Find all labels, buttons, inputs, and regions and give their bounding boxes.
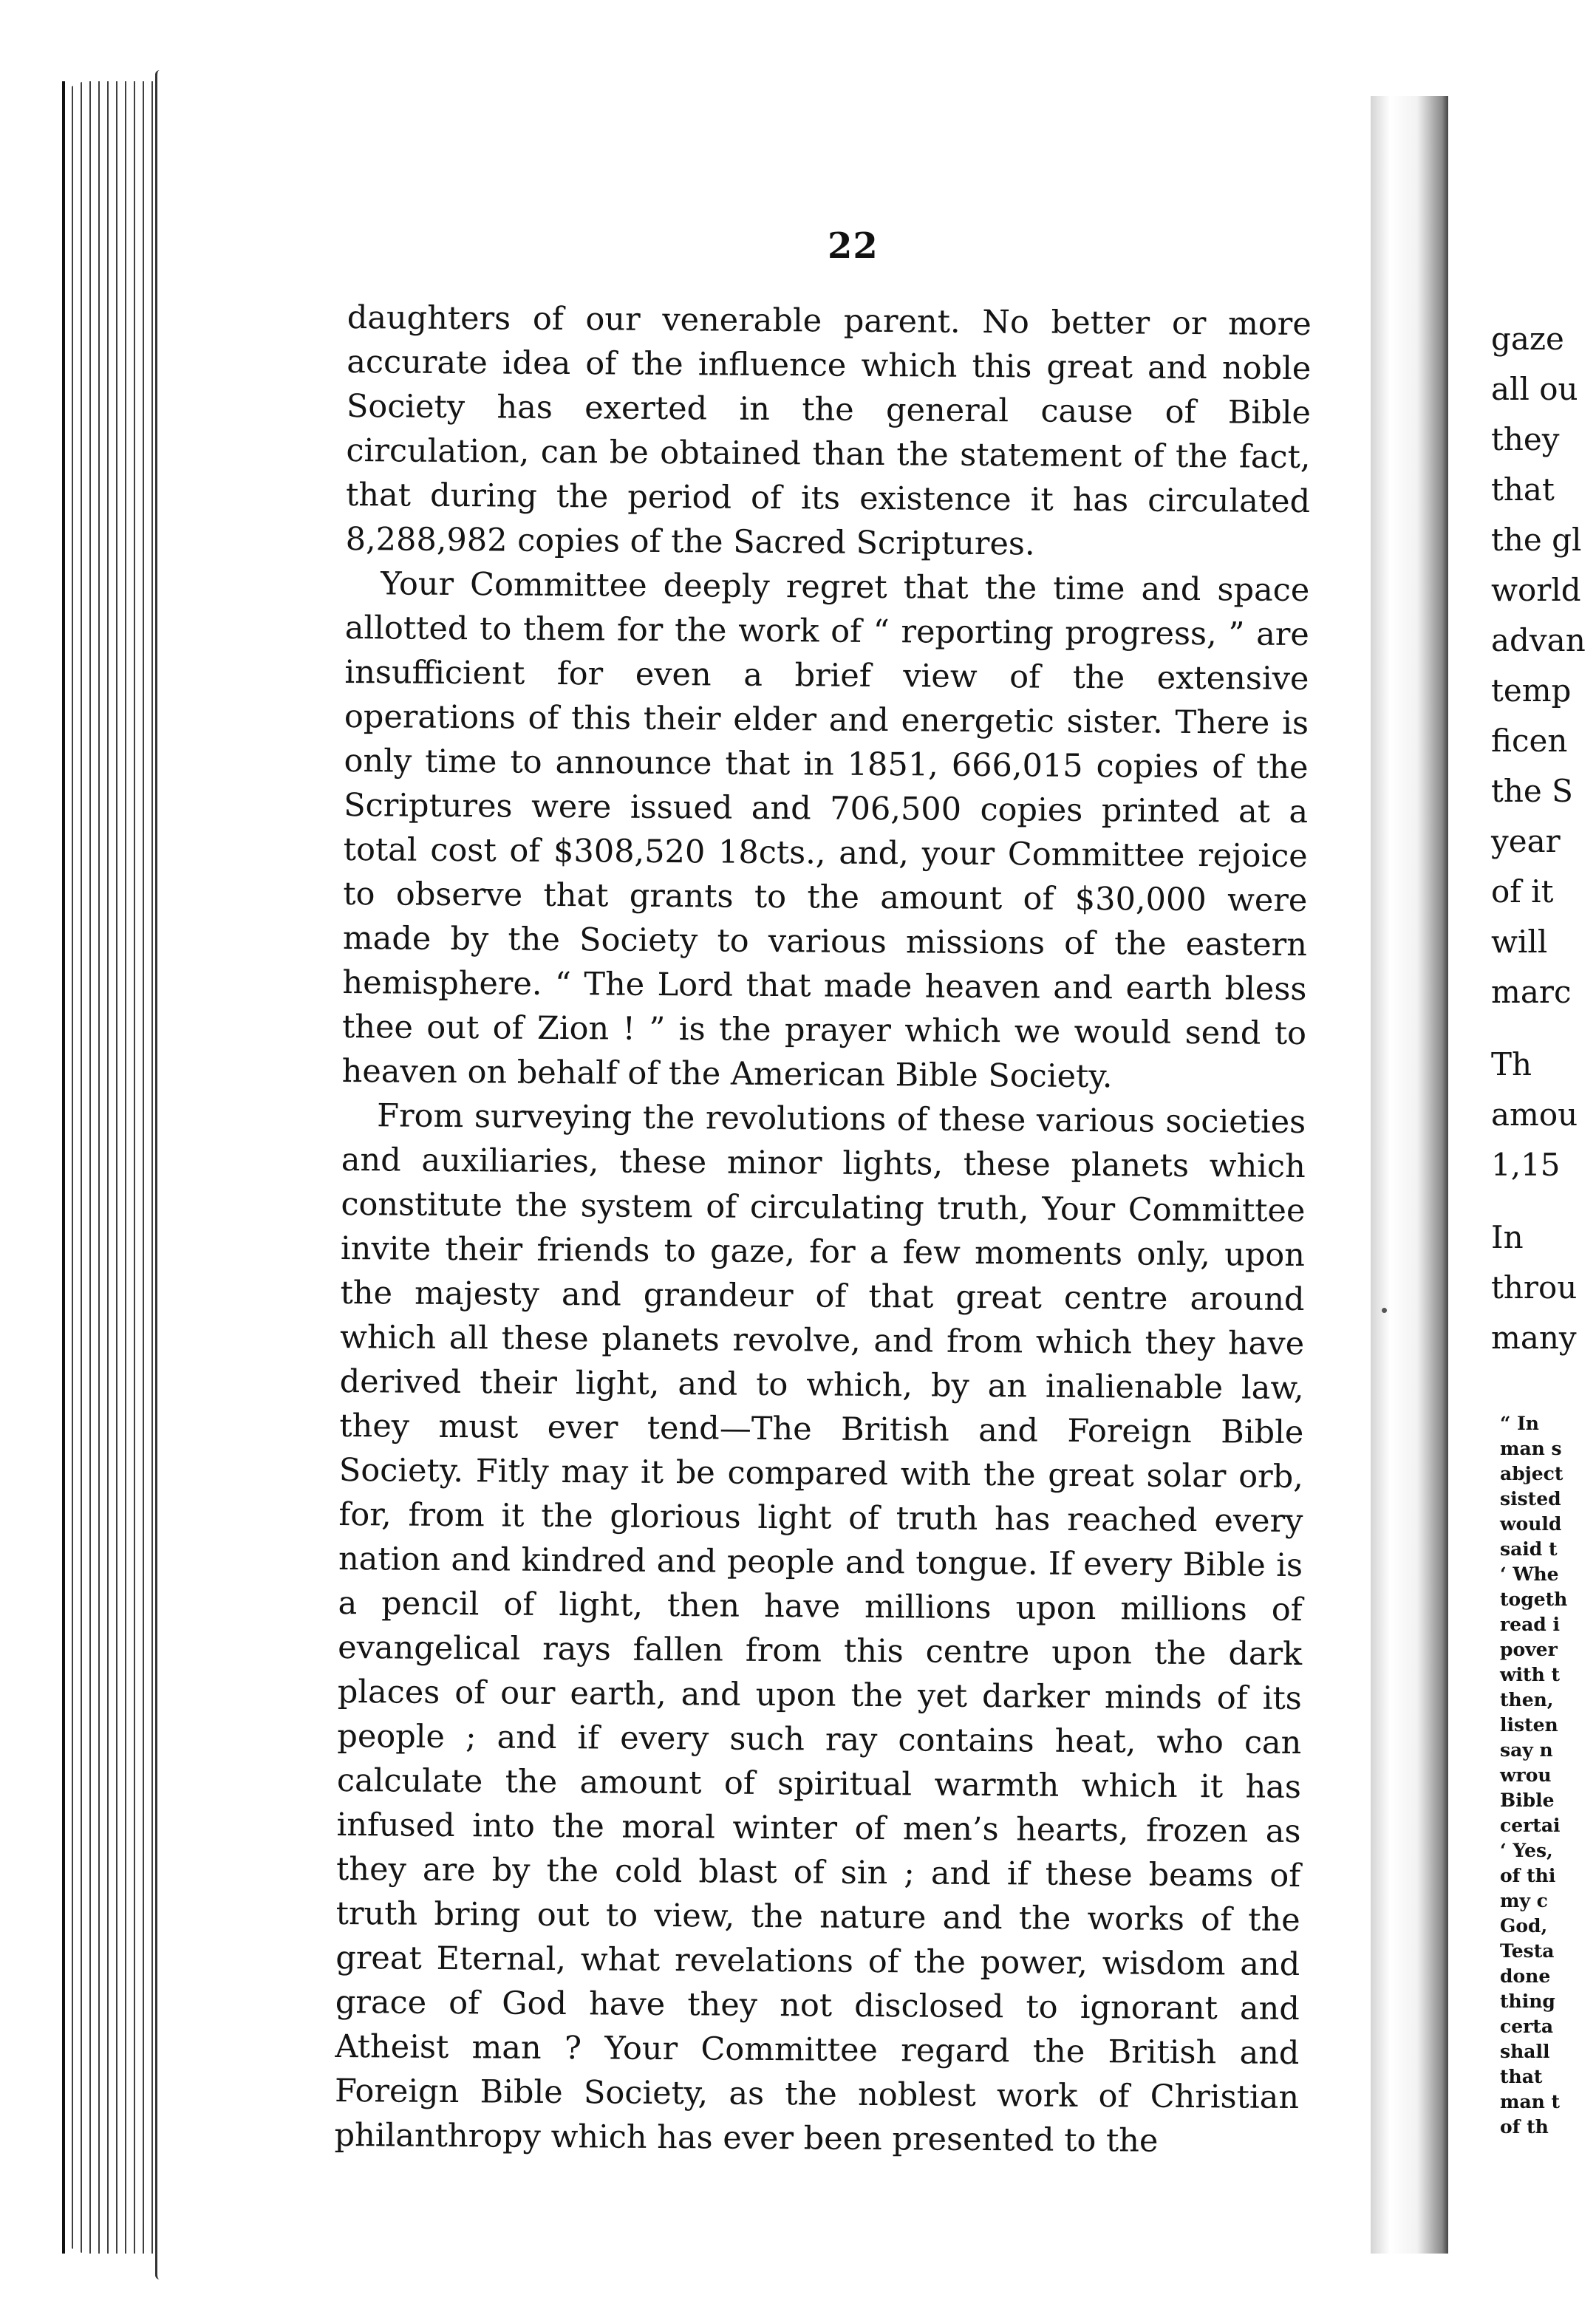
- facing-page-footnote: [1500, 1411, 1596, 2140]
- facing-page-line: my c: [1500, 1890, 1548, 1911]
- facing-page-line: of it: [1491, 873, 1554, 910]
- facing-page-line: “ In: [1500, 1413, 1539, 1434]
- facing-page-line: world: [1491, 572, 1581, 608]
- facing-page-line: shall: [1500, 2041, 1550, 2062]
- facing-page-line: thing: [1500, 1991, 1555, 2012]
- paragraph-3: From surveying the revolutions of these various societies and auxiliaries, these minor lights, these planets which constitute the system of circulating truth, Your Committee invite their friends to gaze, for a few moments only, upon the majesty and grandeur of that great centre around which all these planets revolve, and from which they have derived their light, and to which, by an inalienable law, they must ever tend—The British and Foreign Bible Society. Fitly may it be compared with the great solar orb, for, from it the glorious light of truth has reached every nation and kindred and people and tongue. If every Bible is a pencil of light, then have millions upon millions of evangelical rays fallen from this centre upon the dark places of our earth, and upon the yet darker minds of its people ; and if every such ray contains heat, who can calculate the amount of spiritual warmth which it has infused into the moral winter of men’s hearts, frozen as they are by the cold blast of sin ; and if these beams of truth bring out to view, the nature and the works of the great Eternal, what revelations of the power, wisdom and grace of God have they not disclosed to ignorant and Atheist man ? Your Committee regard the British and Foreign Bible Society, as the noblest work of Christian philanthropy which has ever been presented to the: [334, 1097, 1306, 2160]
- paragraph-2: Your Committee deeply regret that the time and space allotted to them for the work of “ reporting progress, ” are insufficient for even a brief view of the extensive operations of this their elder and energetic sister. There is only time to announce that in 1851, 666,015 copies of the Scriptures were issued and 706,500 copies printed at a total cost of $308,520 18cts., and, your Committee rejoice to observe that grants to the amount of $30,000 were made by the Society to various missions of the eastern hemisphere. “ The Lord that made heaven and earth bless thee out of Zion ! ” is the prayer which we would send to heaven on behalf of the American Bible Society.: [341, 565, 1310, 1096]
- page-body-text: [334, 296, 1312, 2164]
- facing-page-lines-low: [1491, 1212, 1595, 1363]
- facing-page-line: marc: [1491, 974, 1572, 1010]
- facing-page-line: year: [1491, 823, 1561, 859]
- facing-page-line: pover: [1500, 1639, 1558, 1660]
- facing-page-text: [1491, 314, 1595, 1363]
- facing-page-line: gaze: [1491, 321, 1564, 357]
- facing-page-line: Bible: [1500, 1790, 1555, 1811]
- facing-page-line: advan: [1491, 622, 1586, 658]
- page-number: 22: [828, 225, 879, 267]
- facing-page-line: all ou: [1491, 371, 1578, 407]
- facing-page-line: said t: [1500, 1538, 1558, 1560]
- paragraph-1: daughters of our venerable parent. No better or more accurate idea of the influence which this great and noble Society has exerted in the general cause of Bible circulation, can be obtained than the statement of the fact, that during the period of its existence it has circulated 8,288,982 copies of the Sacred Scriptures.: [345, 299, 1312, 563]
- facing-page-line: ‘ Whe: [1500, 1563, 1559, 1585]
- facing-page-line: read i: [1500, 1614, 1560, 1635]
- facing-page-line: of thi: [1500, 1865, 1556, 1886]
- facing-page-line: togeth: [1500, 1589, 1568, 1610]
- facing-page-line: In: [1491, 1219, 1524, 1255]
- facing-page-line: God,: [1500, 1915, 1548, 1937]
- page-stack-edges: [59, 81, 170, 2254]
- book-edge-line: [62, 81, 65, 2254]
- facing-page-line: will: [1491, 924, 1548, 960]
- facing-page-line: abject: [1500, 1463, 1563, 1484]
- scan-speck: [1382, 1308, 1387, 1313]
- facing-page-line: that: [1491, 471, 1555, 508]
- facing-page-line: throu: [1491, 1269, 1578, 1306]
- facing-page-line: done: [1500, 1965, 1551, 1987]
- facing-page-line: amou: [1491, 1096, 1578, 1133]
- facing-page-line: then,: [1500, 1689, 1554, 1710]
- facing-page-line: the gl: [1491, 522, 1582, 558]
- facing-page-line: of th: [1500, 2116, 1549, 2138]
- facing-page-line: Th: [1491, 1046, 1532, 1082]
- facing-page-line: certa: [1500, 2016, 1554, 2037]
- facing-page-line: with t: [1500, 1664, 1560, 1685]
- facing-page-line: they: [1491, 421, 1560, 457]
- facing-page-line: ficen: [1491, 723, 1568, 759]
- facing-page-line: Testa: [1500, 1940, 1555, 1962]
- facing-page-line: 1,15: [1491, 1147, 1561, 1183]
- facing-page-line: sisted: [1500, 1488, 1561, 1510]
- facing-page-line: man s: [1500, 1438, 1562, 1459]
- facing-page-lines-top: [1491, 314, 1595, 1017]
- facing-page-line: listen: [1500, 1714, 1558, 1736]
- facing-page-lines-mid: [1491, 1040, 1595, 1190]
- facing-page-line: man t: [1500, 2091, 1561, 2112]
- facing-page-line: wrou: [1500, 1764, 1552, 1786]
- facing-page-line: the S: [1491, 773, 1573, 809]
- facing-page-line: say n: [1500, 1739, 1553, 1761]
- facing-page-line: many: [1491, 1320, 1577, 1356]
- facing-page-line: certai: [1500, 1815, 1561, 1836]
- facing-page-line: that: [1500, 2066, 1543, 2087]
- facing-page-line: ‘ Yes,: [1500, 1840, 1553, 1861]
- facing-page-line: would: [1500, 1513, 1562, 1535]
- binding-gutter: [1371, 96, 1448, 2254]
- facing-page-line: temp: [1491, 672, 1572, 709]
